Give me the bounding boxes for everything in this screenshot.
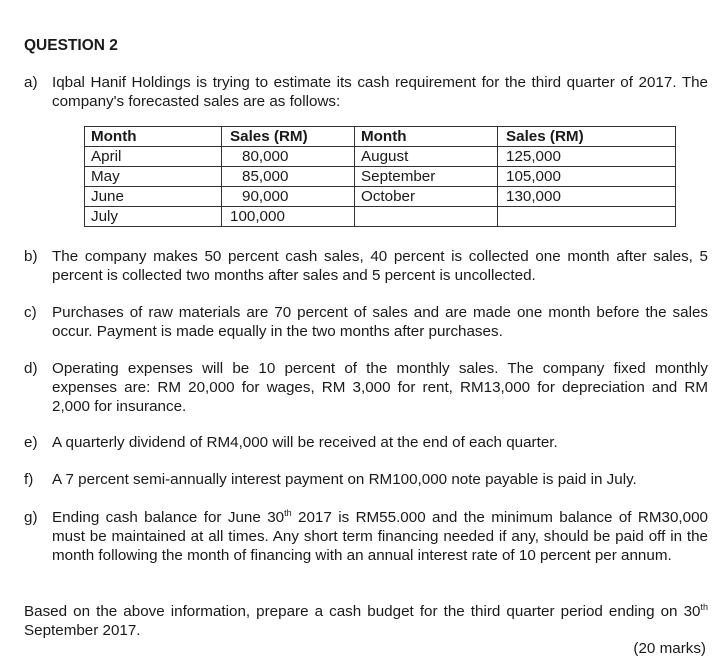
table-cell: 125,000 [498,147,676,167]
sales-forecast-table [84,126,676,227]
part-b [24,247,708,285]
table-cell: June [85,187,222,207]
part-c-label: c) [24,304,37,321]
table-row [85,147,676,167]
part-f-text: A 7 percent semi-annually interest payment on RM100,000 note payable is paid in July. [52,471,637,488]
part-d-text: Operating expenses will be 10 percent of the monthly sales. The company fixed monthly expenses are: RM 20,000 for wages, RM 3,000 for rent, RM13,000 for depreciation and RM 2,000 for insurance. [52,360,708,415]
part-b-text: The company makes 50 percent cash sales, 40 percent is collected one month after sales, 5 percent is collected two months after sales and 5 percent is uncollected. [52,248,708,284]
part-g-text-pre: Ending cash balance for June 30 [52,509,285,526]
part-f-label: f) [24,471,34,488]
part-g-sup: th [284,507,292,518]
closing-text-post: September 2017. [24,622,141,639]
part-e-text: A quarterly dividend of RM4,000 will be received at the end of each quarter. [52,434,558,451]
part-b-label: b) [24,248,38,265]
table-cell: August [355,147,498,167]
marks-label: (20 marks) [633,640,706,657]
part-a [24,73,708,111]
closing-sup: th [700,601,708,612]
part-e [24,433,708,452]
header-month-1: Month [85,127,222,147]
part-g-text [52,508,708,565]
header-sales-1: Sales (RM) [222,127,355,147]
part-g-label: g) [24,509,38,526]
part-g-text-post: 2017 is RM55.000 and the minimum balance of RM30,000 must be maintained at all times. Any short term financing needed if any, should be paid off in the month following the month of financing with an annual interest rate of 10 percent per annum. [52,509,708,564]
table-row [85,207,676,227]
table-cell: 105,000 [498,167,676,187]
table-cell: 80,000 [222,147,355,167]
table-row [85,167,676,187]
table-cell [498,207,676,227]
part-g [24,508,708,565]
table-cell: July [85,207,222,227]
header-month-2: Month [355,127,498,147]
part-e-label: e) [24,434,38,451]
question-title: QUESTION 2 [24,37,118,54]
closing-text-pre: Based on the above information, prepare a cash budget for the third quarter period ending on 30 [24,603,701,620]
table-cell [355,207,498,227]
part-c [24,303,708,341]
table-row [85,187,676,207]
table-cell: 85,000 [222,167,355,187]
part-d [24,359,708,416]
part-a-text: Iqbal Hanif Holdings is trying to estimate its cash requirement for the third quarter of 2017. The company's forecasted sales are as follows: [52,74,708,110]
part-c-text: Purchases of raw materials are 70 percent of sales and are made one month before the sales occur. Payment is made equally in the two months after purchases. [52,304,708,340]
table-cell: September [355,167,498,187]
table-cell: May [85,167,222,187]
part-d-label: d) [24,360,38,377]
table-cell: 130,000 [498,187,676,207]
table-cell: 90,000 [222,187,355,207]
table-cell: April [85,147,222,167]
part-a-label: a) [24,74,38,91]
closing-instruction [24,602,708,640]
part-f [24,470,708,489]
header-sales-2: Sales (RM) [498,127,676,147]
table-header-row [85,127,676,147]
table-cell: 100,000 [222,207,355,227]
table-cell: October [355,187,498,207]
